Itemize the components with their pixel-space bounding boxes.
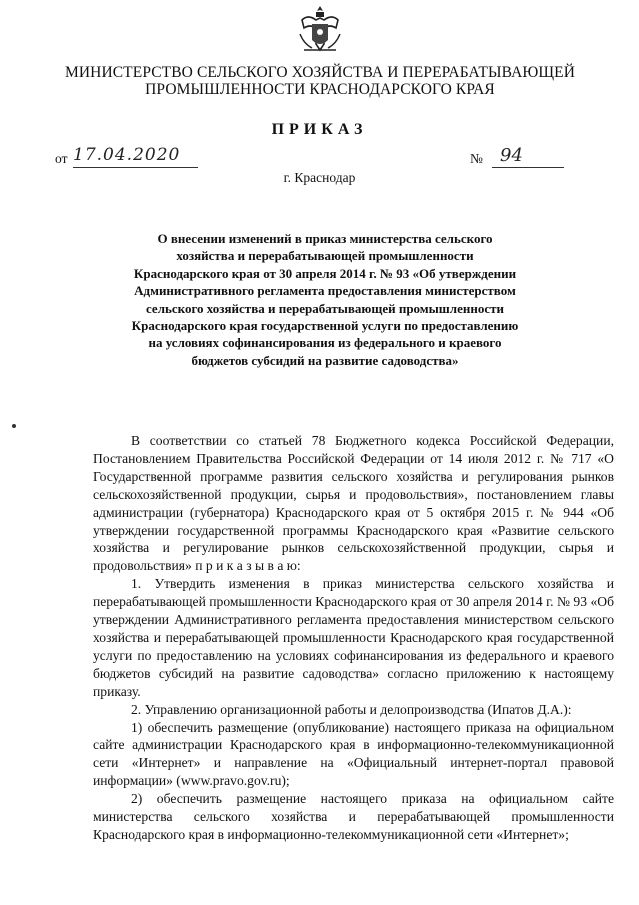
- item-2-2-paragraph: 2) обеспечить размещение настоящего приказа на официальном сайте министерства сельского хозяйства и перерабатывающей промышленности Краснодарского края в информационно-телекоммуникационной сети «Интернет»;: [93, 791, 614, 842]
- date-label: от: [55, 151, 68, 166]
- handwritten-date: 17.04.2020: [73, 145, 181, 165]
- number-underline: [492, 167, 564, 168]
- order-title: ПРИКАЗ: [271, 121, 368, 138]
- city: г. Краснодар: [283, 170, 356, 185]
- item-1-paragraph: 1. Утвердить изменения в приказ министерства сельского хозяйства и перерабатывающей промышленности Краснодарского края от 30 апреля 2014 г. № 93 «Об утверждении Административного регламента предоставления министерством сельского хозяйства и перерабатывающей промышленности Краснодарского края государственной услуги по предоставлению на условиях софинансирования из федерального и краевого бюджетов субсидий на развитие садоводства» согласно приложению к настоящему приказу.: [93, 576, 614, 699]
- item-2-paragraph: 2. Управлению организационной работы и делопроизводства (Ипатов Д.А.):: [131, 701, 572, 717]
- order-body: [93, 432, 614, 844]
- handwritten-number: 94: [500, 145, 523, 166]
- date-line: [55, 147, 205, 169]
- preamble-paragraph: В соответствии со статьей 78 Бюджетного кодекса Российской Федерации, Постановлением Правительства Российской Федерации от 14 июля 2012 г. № 717 «О Государственной программе развития сельского хозяйства и регулирования рынков сельскохозяйственной продукции, сырья и продовольствия», постановлением главы администрации (губернатора) Краснодарского края от 5 октября 2015 г. № 944 «Об утверждении государственной программы Краснодарского края «Развитие сельского хозяйства и регулирование рынков сельскохозяйственной продукции, сырья и продовольствия» п р и к а з ы в а ю:: [93, 433, 614, 574]
- date-underline: [73, 167, 198, 168]
- number-label: №: [470, 151, 483, 166]
- number-line: [470, 147, 570, 169]
- coat-of-arms-emblem: [296, 4, 344, 58]
- item-2-1-paragraph: 1) обеспечить размещение (опубликование) настоящего приказа на официальном сайте администрации Краснодарского края в информационно-телекоммуникационной сети «Интернет» и направление на «Официальный интернет-портал правовой информации» (www.pravo.gov.ru);: [93, 719, 614, 789]
- order-subject: О внесении изменений в приказ министерства сельского хозяйства и перерабатывающей промышленности Краснодарского края от 30 апреля 2014 г. № 93 «Об утверждении Административного регламента предоставления министерством сельского хозяйства и перерабатывающей промышленности Краснодарского края государственной услуги по предоставлению на условиях софинансирования из федерального и краевого бюджетов субсидий на развитие садоводства»: [131, 231, 519, 368]
- scan-speck: [12, 424, 16, 428]
- ministry-name: МИНИСТЕРСТВО СЕЛЬСКОГО ХОЗЯЙСТВА И ПЕРЕРАБАТЫВАЮЩЕЙ ПРОМЫШЛЕННОСТИ КРАСНОДАРСКОГО КРАЯ: [64, 64, 575, 98]
